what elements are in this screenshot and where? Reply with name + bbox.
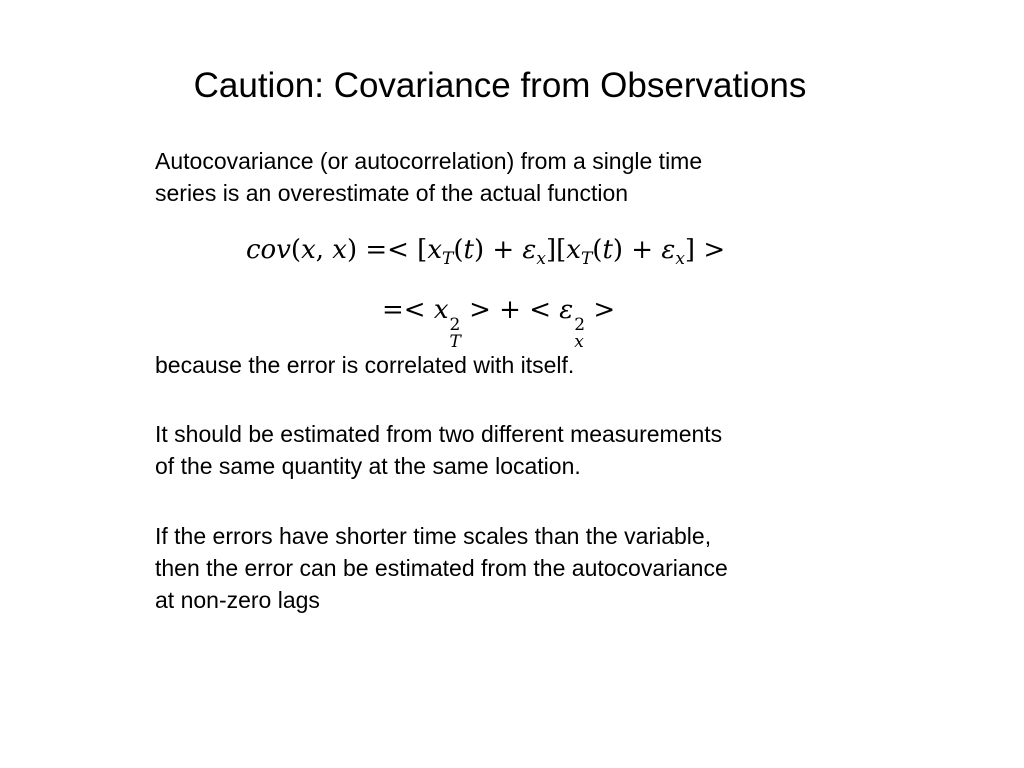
intro-line-1: Autocovariance (or autocorrelation) from a single time: [155, 148, 703, 174]
estimation-line-1: It should be estimated from two different measurements: [155, 421, 723, 447]
estimation-line-2: of the same quantity at the same location.: [155, 453, 581, 479]
covariance-equation: cov(x, $x) =< [x_T(t) + \varepsilon_x][x_T(t) + \varepsilon_x]$ >: [246, 235, 726, 269]
intro-paragraph: [155, 145, 915, 209]
timescale-line-3: at non-zero lags: [155, 587, 320, 613]
reason-line-1: because the error is correlated with itself.: [155, 352, 575, 378]
expanded-equation: =< x 2 T > + < ε 2 x >: [382, 295, 616, 352]
timescale-line-2: then the error can be estimated from the autocovariance: [155, 555, 728, 581]
estimation-paragraph: [155, 418, 915, 482]
slide-title: Caution: Covariance from Observations: [193, 66, 807, 105]
intro-line-2: series is an overestimate of the actual function: [155, 180, 629, 206]
timescale-paragraph: [155, 520, 915, 616]
timescale-line-1: If the errors have shorter time scales than the variable,: [155, 523, 712, 549]
reason-paragraph: [155, 349, 915, 381]
